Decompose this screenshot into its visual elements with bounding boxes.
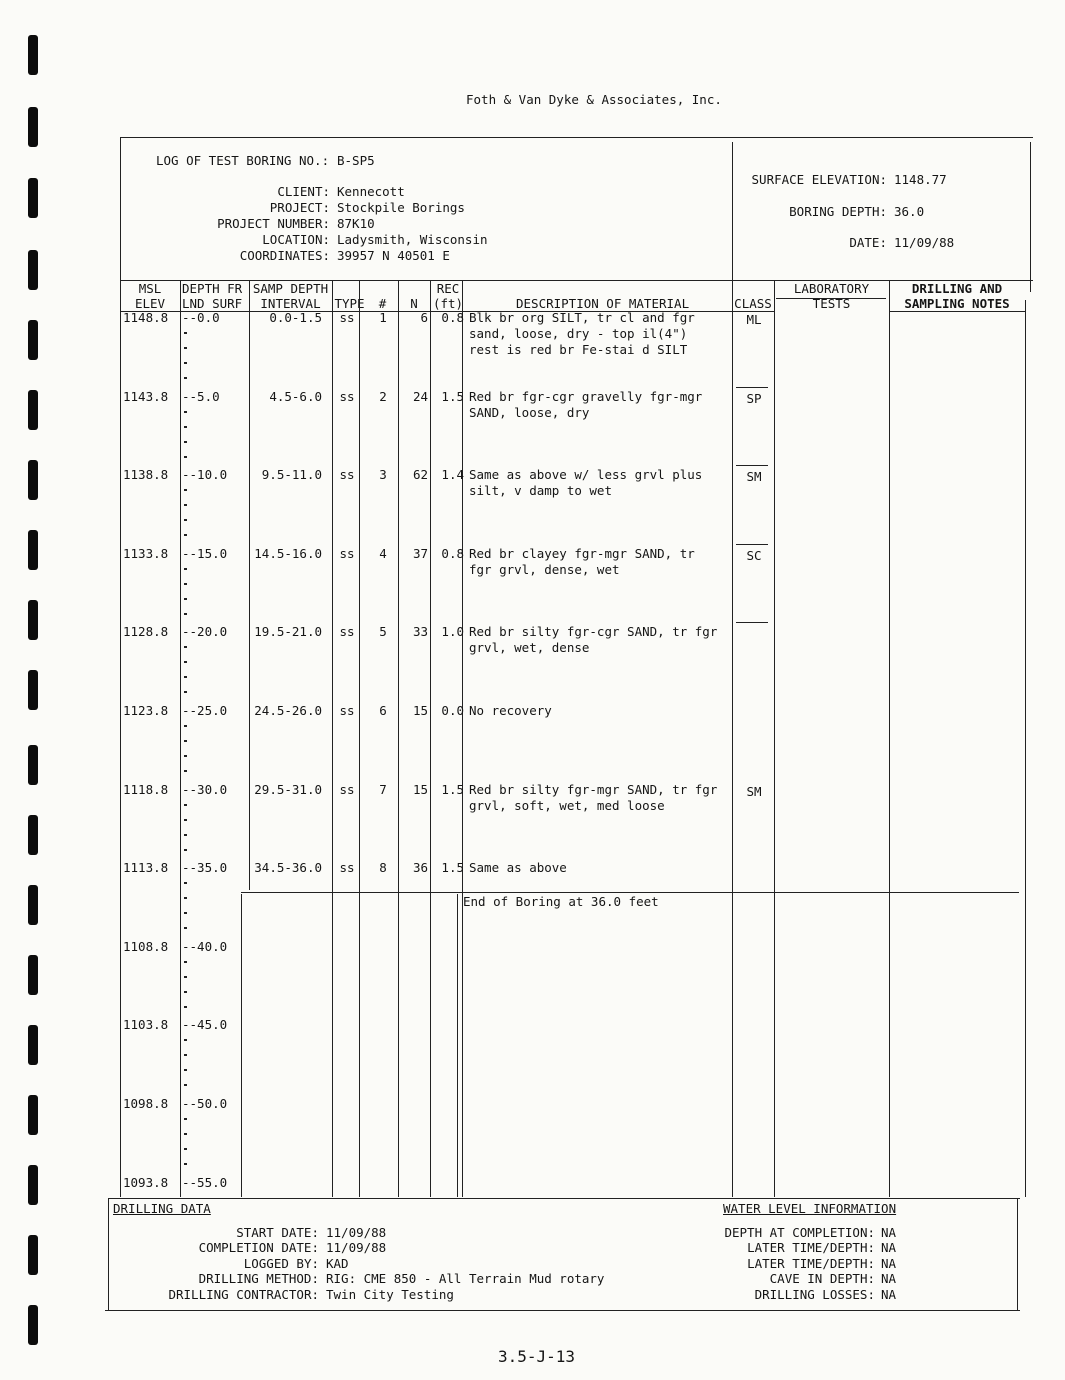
col-notes-1: DRILLING AND: [911, 281, 1003, 296]
col-samp-2: INTERVAL: [260, 296, 321, 311]
col-msl-2: ELEV: [134, 296, 166, 311]
blow-count: 24: [412, 389, 428, 404]
material-description: Same as above: [469, 860, 567, 875]
blow-count: 37: [412, 546, 428, 561]
sample-number: 4: [379, 546, 387, 561]
binder-hole: [28, 1025, 38, 1065]
grid-line-rec: [462, 280, 463, 1197]
depth-tick: [184, 882, 187, 884]
binder-hole: [28, 530, 38, 570]
depth-tick: [184, 426, 187, 428]
blow-count: 36: [412, 860, 428, 875]
drilling-losses-label: DRILLING LOSSES:: [754, 1287, 875, 1302]
project-label: PROJECT:: [269, 200, 330, 215]
later-time-depth-label-1: LATER TIME/DEPTH:: [747, 1240, 875, 1255]
depth-tick: [184, 598, 187, 600]
depth-tick: [184, 347, 187, 349]
boring-number: B-SP5: [337, 153, 375, 168]
sample-number: 8: [379, 860, 387, 875]
depth-tick: [184, 646, 187, 648]
sample-type: ss: [339, 703, 355, 718]
footer-top-line: [108, 1198, 1020, 1199]
soil-class: SP: [746, 391, 762, 406]
binder-hole: [28, 320, 38, 360]
footer-left-line: [108, 1198, 109, 1310]
grid-line-lab: [889, 280, 890, 1197]
material-description: sand, loose, dry - top il(4"): [469, 326, 688, 341]
material-description: Red br fgr-cgr gravelly fgr-mgr: [469, 389, 703, 404]
col-rec-1: REC: [436, 281, 460, 296]
col-num: #: [378, 296, 387, 311]
depth-label: --50.0: [182, 1096, 228, 1111]
sample-type: ss: [339, 546, 355, 561]
material-description: Blk br org SILT, tr cl and fgr: [469, 310, 695, 325]
depth-tick: [184, 519, 187, 521]
depth-label: --35.0: [182, 860, 228, 875]
sample-type: ss: [339, 389, 355, 404]
sample-number: 1: [379, 310, 387, 325]
msl-elevation: 1133.8: [123, 546, 169, 561]
depth-tick: [184, 755, 187, 757]
material-description: Red br silty fgr-mgr SAND, tr fgr: [469, 782, 718, 797]
client-label: CLIENT:: [277, 184, 330, 199]
col-n: N: [410, 296, 418, 311]
logged-by-value: KAD: [326, 1256, 349, 1271]
depth-at-completion-value: NA: [881, 1225, 897, 1240]
recovery: 1.5: [441, 389, 464, 404]
soil-class: SC: [746, 548, 762, 563]
later-time-depth-value-2: NA: [881, 1256, 897, 1271]
depth-tick: [184, 504, 187, 506]
depth-tick: [184, 740, 187, 742]
class-divider: [736, 544, 768, 545]
depth-tick: [184, 927, 187, 929]
date-value: 11/09/88: [894, 235, 955, 250]
recovery: 0.0: [441, 703, 464, 718]
col-notes-2: SAMPLING NOTES: [904, 296, 1010, 311]
class-divider: [736, 387, 768, 388]
completion-date-value: 11/09/88: [326, 1240, 387, 1255]
sample-type: ss: [339, 860, 355, 875]
depth-tick: [184, 661, 187, 663]
material-description: fgr grvl, dense, wet: [469, 562, 620, 577]
depth-tick: [184, 1069, 187, 1071]
drilling-contractor-label: DRILLING CONTRACTOR:: [168, 1287, 319, 1302]
binder-hole: [28, 670, 38, 710]
end-of-samples-line: [241, 892, 1019, 893]
footer-right-line: [1017, 1198, 1018, 1310]
class-divider: [736, 465, 768, 466]
grid-line-depth: [249, 280, 250, 890]
msl-elevation: 1148.8: [123, 310, 169, 325]
depth-label: --20.0: [182, 624, 228, 639]
depth-tick: [184, 897, 187, 899]
later-time-depth-value-1: NA: [881, 1240, 897, 1255]
recovery: 1.0: [441, 624, 464, 639]
project-number-value: 87K10: [337, 216, 375, 231]
material-description: rest is red br Fe-stai d SILT: [469, 342, 688, 357]
col-msl-1: MSL: [138, 281, 162, 296]
sample-type: ss: [339, 310, 355, 325]
depth-label: --5.0: [182, 389, 220, 404]
depth-label: --45.0: [182, 1017, 228, 1032]
water-level-title: WATER LEVEL INFORMATION: [723, 1201, 897, 1216]
sample-number: 2: [379, 389, 387, 404]
msl-elevation: 1143.8: [123, 389, 169, 404]
depth-tick: [184, 1148, 187, 1150]
company-name: Foth & Van Dyke & Associates, Inc.: [466, 92, 722, 107]
depth-tick: [184, 613, 187, 615]
surface-elevation-label: SURFACE ELEVATION:: [751, 172, 887, 187]
binder-hole: [28, 815, 38, 855]
grid-line-rec-lower: [457, 894, 458, 1197]
soil-class: ML: [746, 312, 762, 327]
depth-label: --0.0: [182, 310, 220, 325]
sample-interval: 19.5-21.0: [254, 624, 322, 639]
col-depth-1: DEPTH FR: [182, 281, 243, 296]
depth-tick: [184, 534, 187, 536]
depth-tick: [184, 991, 187, 993]
depth-label: --55.0: [182, 1175, 228, 1190]
footer-bottom-line: [105, 1310, 1020, 1311]
binder-hole: [28, 35, 38, 75]
boring-depth-value: 36.0: [894, 204, 925, 219]
msl-elevation: 1128.8: [123, 624, 169, 639]
recovery: 0.8: [441, 546, 464, 561]
binder-hole: [28, 390, 38, 430]
msl-elevation: 1113.8: [123, 860, 169, 875]
binder-hole: [28, 1305, 38, 1345]
depth-tick: [184, 770, 187, 772]
start-date-label: START DATE:: [236, 1225, 319, 1240]
sample-type: ss: [339, 782, 355, 797]
drilling-data-title: DRILLING DATA: [113, 1201, 211, 1216]
notes-header-underline: [890, 311, 1025, 312]
boring-label: LOG OF TEST BORING NO.:: [156, 153, 330, 168]
start-date-value: 11/09/88: [326, 1225, 387, 1240]
depth-label: --40.0: [182, 939, 228, 954]
depth-at-completion-label: DEPTH AT COMPLETION:: [724, 1225, 875, 1240]
depth-tick: [184, 568, 187, 570]
depth-tick: [184, 362, 187, 364]
depth-tick: [184, 441, 187, 443]
sample-interval: 29.5-31.0: [254, 782, 322, 797]
col-rec-2: (ft): [432, 296, 464, 311]
binder-hole: [28, 885, 38, 925]
sample-type: ss: [339, 624, 355, 639]
depth-tick: [184, 1054, 187, 1056]
grid-line-class: [774, 280, 775, 1197]
depth-tick: [184, 377, 187, 379]
grid-line-type: [359, 280, 360, 1197]
binder-hole: [28, 178, 38, 218]
soil-class: SM: [746, 469, 762, 484]
col-depth-2: LND SURF: [182, 296, 243, 311]
depth-label: --10.0: [182, 467, 228, 482]
depth-tick: [184, 332, 187, 334]
cave-in-depth-label: CAVE IN DEPTH:: [769, 1271, 875, 1286]
blow-count: 33: [412, 624, 428, 639]
client-value: Kennecott: [337, 184, 405, 199]
sample-interval: 0.0-1.5: [269, 310, 322, 325]
depth-label: --30.0: [182, 782, 228, 797]
later-time-depth-label-2: LATER TIME/DEPTH:: [747, 1256, 875, 1271]
sample-number: 7: [379, 782, 387, 797]
binder-hole: [28, 955, 38, 995]
class-divider: [736, 622, 768, 623]
msl-elevation: 1123.8: [123, 703, 169, 718]
depth-tick: [184, 912, 187, 914]
depth-tick: [184, 456, 187, 458]
depth-tick: [184, 849, 187, 851]
binder-hole: [28, 1235, 38, 1275]
depth-tick: [184, 961, 187, 963]
depth-tick: [184, 1163, 187, 1165]
coordinates-label: COORDINATES:: [239, 248, 330, 263]
binder-hole: [28, 600, 38, 640]
sample-number: 3: [379, 467, 387, 482]
frame-right: [1025, 300, 1026, 1197]
grid-line-samp: [332, 280, 333, 1197]
msl-elevation: 1118.8: [123, 782, 169, 797]
date-label: DATE:: [849, 235, 887, 250]
msl-elevation: 1098.8: [123, 1096, 169, 1111]
material-description: silt, v damp to wet: [469, 483, 612, 498]
surface-elevation-value: 1148.77: [894, 172, 947, 187]
binder-hole: [28, 250, 38, 290]
sample-interval: 24.5-26.0: [254, 703, 322, 718]
drilling-method-value: RIG: CME 850 - All Terrain Mud rotary: [326, 1271, 605, 1286]
recovery: 1.5: [441, 782, 464, 797]
material-description: grvl, wet, dense: [469, 640, 590, 655]
col-lab-1: LABORATORY: [793, 281, 870, 296]
binder-hole: [28, 460, 38, 500]
grid-line-num: [398, 280, 399, 1197]
recovery: 0.8: [441, 310, 464, 325]
frame-right-top: [1030, 142, 1031, 292]
material-description: No recovery: [469, 703, 552, 718]
depth-tick: [184, 691, 187, 693]
recovery: 1.4: [441, 467, 464, 482]
sample-interval: 4.5-6.0: [269, 389, 322, 404]
msl-elevation: 1108.8: [123, 939, 169, 954]
depth-tick: [184, 1006, 187, 1008]
depth-tick: [184, 411, 187, 413]
completion-date-label: COMPLETION DATE:: [198, 1240, 319, 1255]
col-type: TYPE: [334, 296, 365, 311]
boring-depth-label: BORING DEPTH:: [789, 204, 887, 219]
page-number: 3.5-J-13: [498, 1347, 576, 1366]
cave-in-depth-value: NA: [881, 1271, 897, 1286]
depth-tick: [184, 583, 187, 585]
material-description: Red br clayey fgr-mgr SAND, tr: [469, 546, 695, 561]
material-description: SAND, loose, dry: [469, 405, 590, 420]
depth-label: --15.0: [182, 546, 228, 561]
col-samp-1: SAMP DEPTH: [252, 281, 329, 296]
drilling-contractor-value: Twin City Testing: [326, 1287, 454, 1302]
end-of-boring-text: End of Boring at 36.0 feet: [463, 894, 659, 909]
msl-elevation: 1138.8: [123, 467, 169, 482]
blow-count: 15: [412, 703, 428, 718]
depth-tick: [184, 489, 187, 491]
sample-type: ss: [339, 467, 355, 482]
depth-tick: [184, 976, 187, 978]
binder-hole: [28, 107, 38, 147]
binder-hole: [28, 1165, 38, 1205]
binder-hole: [28, 745, 38, 785]
depth-tick: [184, 819, 187, 821]
sample-interval: 14.5-16.0: [254, 546, 322, 561]
sample-interval: 34.5-36.0: [254, 860, 322, 875]
drilling-losses-value: NA: [881, 1287, 897, 1302]
col-description: DESCRIPTION OF MATERIAL: [516, 296, 690, 311]
location-label: LOCATION:: [262, 232, 330, 247]
sample-number: 6: [379, 703, 387, 718]
drilling-method-label: DRILLING METHOD:: [198, 1271, 319, 1286]
grid-line-n: [430, 280, 431, 1197]
depth-tick: [184, 1118, 187, 1120]
project-number-label: PROJECT NUMBER:: [217, 216, 330, 231]
recovery: 1.5: [441, 860, 464, 875]
blow-count: 62: [412, 467, 428, 482]
blow-count: 15: [412, 782, 428, 797]
frame-top: [120, 137, 1033, 138]
depth-tick: [184, 676, 187, 678]
coordinates-value: 39957 N 40501 E: [337, 248, 450, 263]
sample-interval: 9.5-11.0: [261, 467, 322, 482]
depth-tick: [184, 1084, 187, 1086]
material-description: Red br silty fgr-cgr SAND, tr fgr: [469, 624, 718, 639]
msl-elevation: 1103.8: [123, 1017, 169, 1032]
col-lab-2: TESTS: [812, 296, 851, 311]
col-class: CLASS: [734, 296, 772, 311]
depth-tick: [184, 834, 187, 836]
depth-tick: [184, 1133, 187, 1135]
project-value: Stockpile Borings: [337, 200, 465, 215]
location-value: Ladysmith, Wisconsin: [337, 232, 488, 247]
material-description: Same as above w/ less grvl plus: [469, 467, 703, 482]
depth-tick: [184, 725, 187, 727]
depth-label: --25.0: [182, 703, 228, 718]
blow-count: 6: [420, 310, 428, 325]
depth-tick: [184, 804, 187, 806]
grid-line-msl: [180, 280, 181, 1197]
grid-line-depth-lower: [241, 894, 242, 1197]
lab-header-underline: [776, 298, 886, 299]
logged-by-label: LOGGED BY:: [243, 1256, 319, 1271]
binder-hole: [28, 1095, 38, 1135]
depth-tick: [184, 1039, 187, 1041]
soil-class: SM: [746, 784, 762, 799]
msl-elevation: 1093.8: [123, 1175, 169, 1190]
material-description: grvl, soft, wet, med loose: [469, 798, 665, 813]
sample-number: 5: [379, 624, 387, 639]
